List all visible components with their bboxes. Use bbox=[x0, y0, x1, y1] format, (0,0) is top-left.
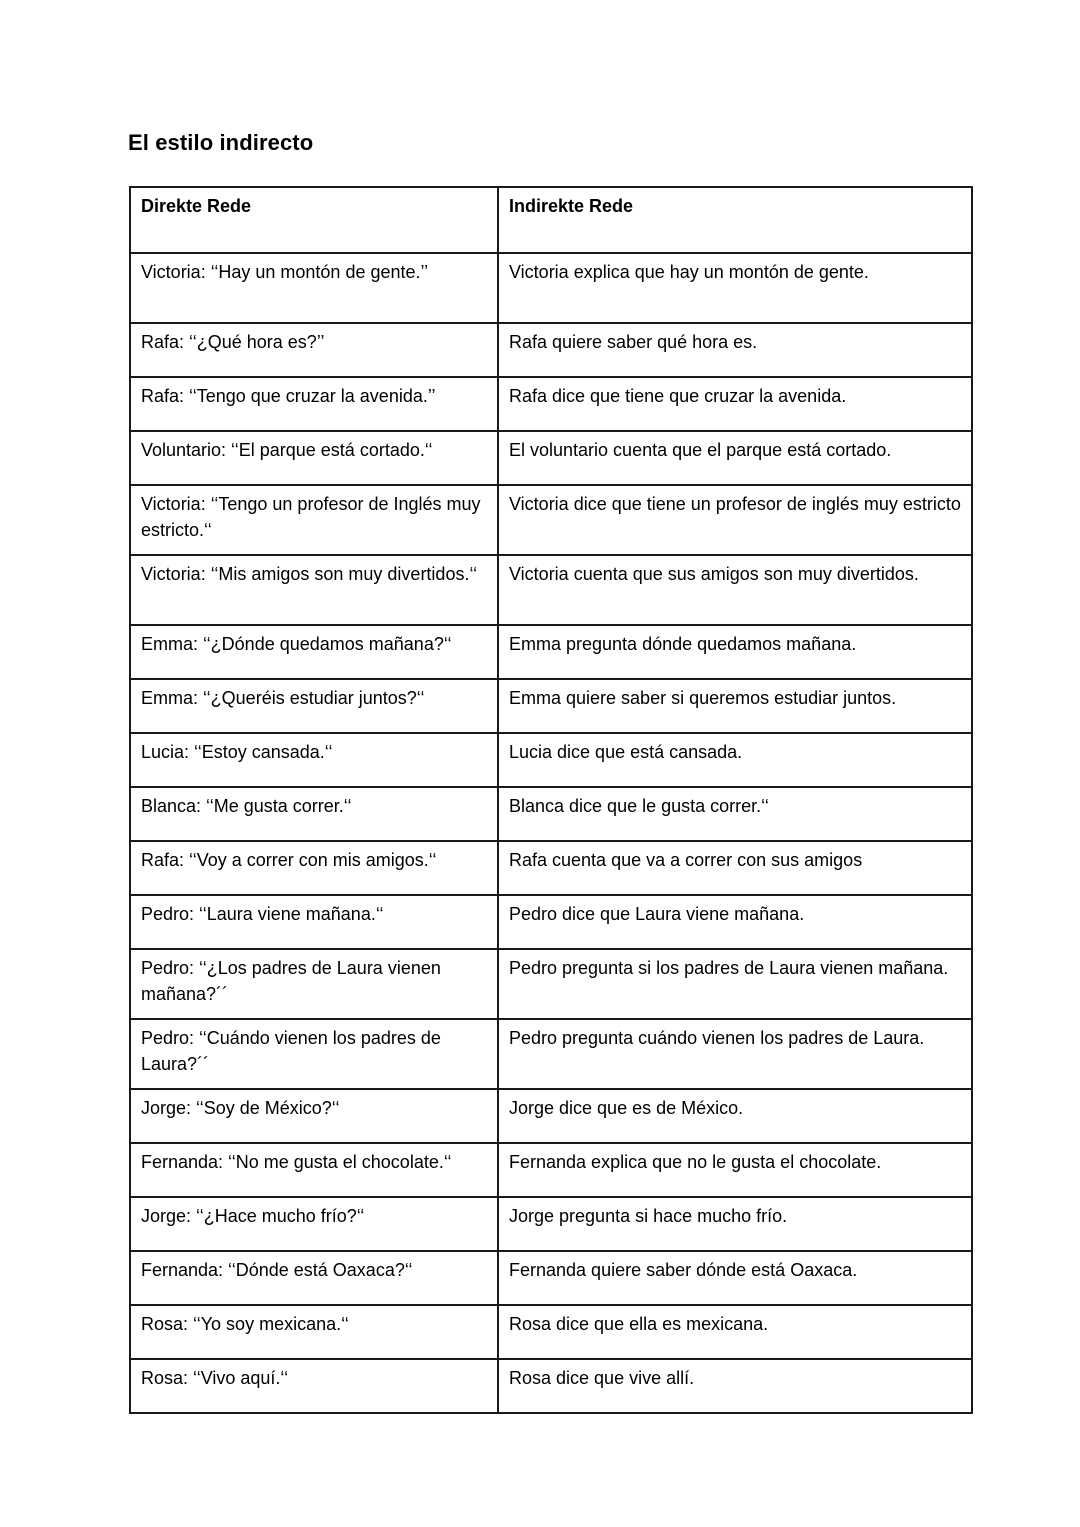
direct-speech-cell: Lucia: ‘‘Estoy cansada.‘‘ bbox=[130, 733, 498, 787]
table-row bbox=[130, 555, 972, 625]
header-direct-speech: Direkte Rede bbox=[130, 187, 498, 253]
table-row bbox=[130, 679, 972, 733]
indirect-speech-cell: Lucia dice que está cansada. bbox=[498, 733, 972, 787]
indirect-speech-cell: Emma quiere saber si queremos estudiar juntos. bbox=[498, 679, 972, 733]
table-row bbox=[130, 895, 972, 949]
table-row bbox=[130, 841, 972, 895]
direct-speech-cell: Rafa: ‘‘Voy a correr con mis amigos.‘‘ bbox=[130, 841, 498, 895]
direct-speech-cell: Rafa: ‘‘Tengo que cruzar la avenida.’’ bbox=[130, 377, 498, 431]
indirect-speech-cell: Rafa dice que tiene que cruzar la avenida. bbox=[498, 377, 972, 431]
table-header-row bbox=[130, 187, 972, 253]
table-row bbox=[130, 787, 972, 841]
direct-speech-cell: Victoria: ‘‘Tengo un profesor de Inglés muy estricto.‘‘ bbox=[130, 485, 498, 555]
table-row bbox=[130, 1143, 972, 1197]
indirect-speech-cell: Rafa cuenta que va a correr con sus amigos bbox=[498, 841, 972, 895]
direct-speech-cell: Victoria: ‘‘Hay un montón de gente.’’ bbox=[130, 253, 498, 323]
indirect-speech-cell: Victoria dice que tiene un profesor de inglés muy estricto bbox=[498, 485, 972, 555]
indirect-speech-cell: Victoria cuenta que sus amigos son muy divertidos. bbox=[498, 555, 972, 625]
indirect-speech-cell: Fernanda explica que no le gusta el chocolate. bbox=[498, 1143, 972, 1197]
indirect-speech-cell: Rosa dice que ella es mexicana. bbox=[498, 1305, 972, 1359]
indirect-speech-cell: Pedro pregunta si los padres de Laura vienen mañana. bbox=[498, 949, 972, 1019]
indirect-speech-cell: Rosa dice que vive allí. bbox=[498, 1359, 972, 1413]
table-row bbox=[130, 1305, 972, 1359]
table-row bbox=[130, 1251, 972, 1305]
indirect-speech-cell: Pedro pregunta cuándo vienen los padres de Laura. bbox=[498, 1019, 972, 1089]
indirect-speech-cell: Fernanda quiere saber dónde está Oaxaca. bbox=[498, 1251, 972, 1305]
direct-speech-cell: Blanca: ‘‘Me gusta correr.‘‘ bbox=[130, 787, 498, 841]
table-row bbox=[130, 1197, 972, 1251]
table-row bbox=[130, 431, 972, 485]
table-row bbox=[130, 625, 972, 679]
indirect-speech-cell: Blanca dice que le gusta correr.‘‘ bbox=[498, 787, 972, 841]
table-row bbox=[130, 377, 972, 431]
direct-speech-cell: Pedro: ‘‘Laura viene mañana.‘‘ bbox=[130, 895, 498, 949]
table-row bbox=[130, 1019, 972, 1089]
speech-conversion-table bbox=[129, 186, 973, 1414]
direct-speech-cell: Pedro: ‘‘Cuándo vienen los padres de Laura?´´ bbox=[130, 1019, 498, 1089]
table-row bbox=[130, 485, 972, 555]
header-indirect-speech: Indirekte Rede bbox=[498, 187, 972, 253]
direct-speech-cell: Fernanda: ‘‘Dónde está Oaxaca?‘‘ bbox=[130, 1251, 498, 1305]
direct-speech-cell: Emma: ‘‘¿Queréis estudiar juntos?‘‘ bbox=[130, 679, 498, 733]
table-row bbox=[130, 253, 972, 323]
direct-speech-cell: Jorge: ‘‘¿Hace mucho frío?‘‘ bbox=[130, 1197, 498, 1251]
direct-speech-cell: Victoria: ‘‘Mis amigos son muy divertidos.‘‘ bbox=[130, 555, 498, 625]
direct-speech-cell: Pedro: ‘‘¿Los padres de Laura vienen mañana?´´ bbox=[130, 949, 498, 1019]
table-row bbox=[130, 1359, 972, 1413]
direct-speech-cell: Fernanda: ‘‘No me gusta el chocolate.‘‘ bbox=[130, 1143, 498, 1197]
indirect-speech-cell: El voluntario cuenta que el parque está cortado. bbox=[498, 431, 972, 485]
indirect-speech-cell: Jorge pregunta si hace mucho frío. bbox=[498, 1197, 972, 1251]
direct-speech-cell: Rafa: ‘‘¿Qué hora es?’’ bbox=[130, 323, 498, 377]
direct-speech-cell: Voluntario: ‘‘El parque está cortado.‘‘ bbox=[130, 431, 498, 485]
table-row bbox=[130, 1089, 972, 1143]
table-row bbox=[130, 949, 972, 1019]
indirect-speech-cell: Victoria explica que hay un montón de gente. bbox=[498, 253, 972, 323]
table-row bbox=[130, 323, 972, 377]
page-title: El estilo indirecto bbox=[128, 130, 314, 155]
direct-speech-cell: Jorge: ‘‘Soy de México?‘‘ bbox=[130, 1089, 498, 1143]
indirect-speech-cell: Jorge dice que es de México. bbox=[498, 1089, 972, 1143]
indirect-speech-cell: Rafa quiere saber qué hora es. bbox=[498, 323, 972, 377]
indirect-speech-cell: Emma pregunta dónde quedamos mañana. bbox=[498, 625, 972, 679]
table-row bbox=[130, 733, 972, 787]
direct-speech-cell: Rosa: ‘‘Vivo aquí.‘‘ bbox=[130, 1359, 498, 1413]
indirect-speech-cell: Pedro dice que Laura viene mañana. bbox=[498, 895, 972, 949]
direct-speech-cell: Rosa: ‘‘Yo soy mexicana.‘‘ bbox=[130, 1305, 498, 1359]
direct-speech-cell: Emma: ‘‘¿Dónde quedamos mañana?‘‘ bbox=[130, 625, 498, 679]
